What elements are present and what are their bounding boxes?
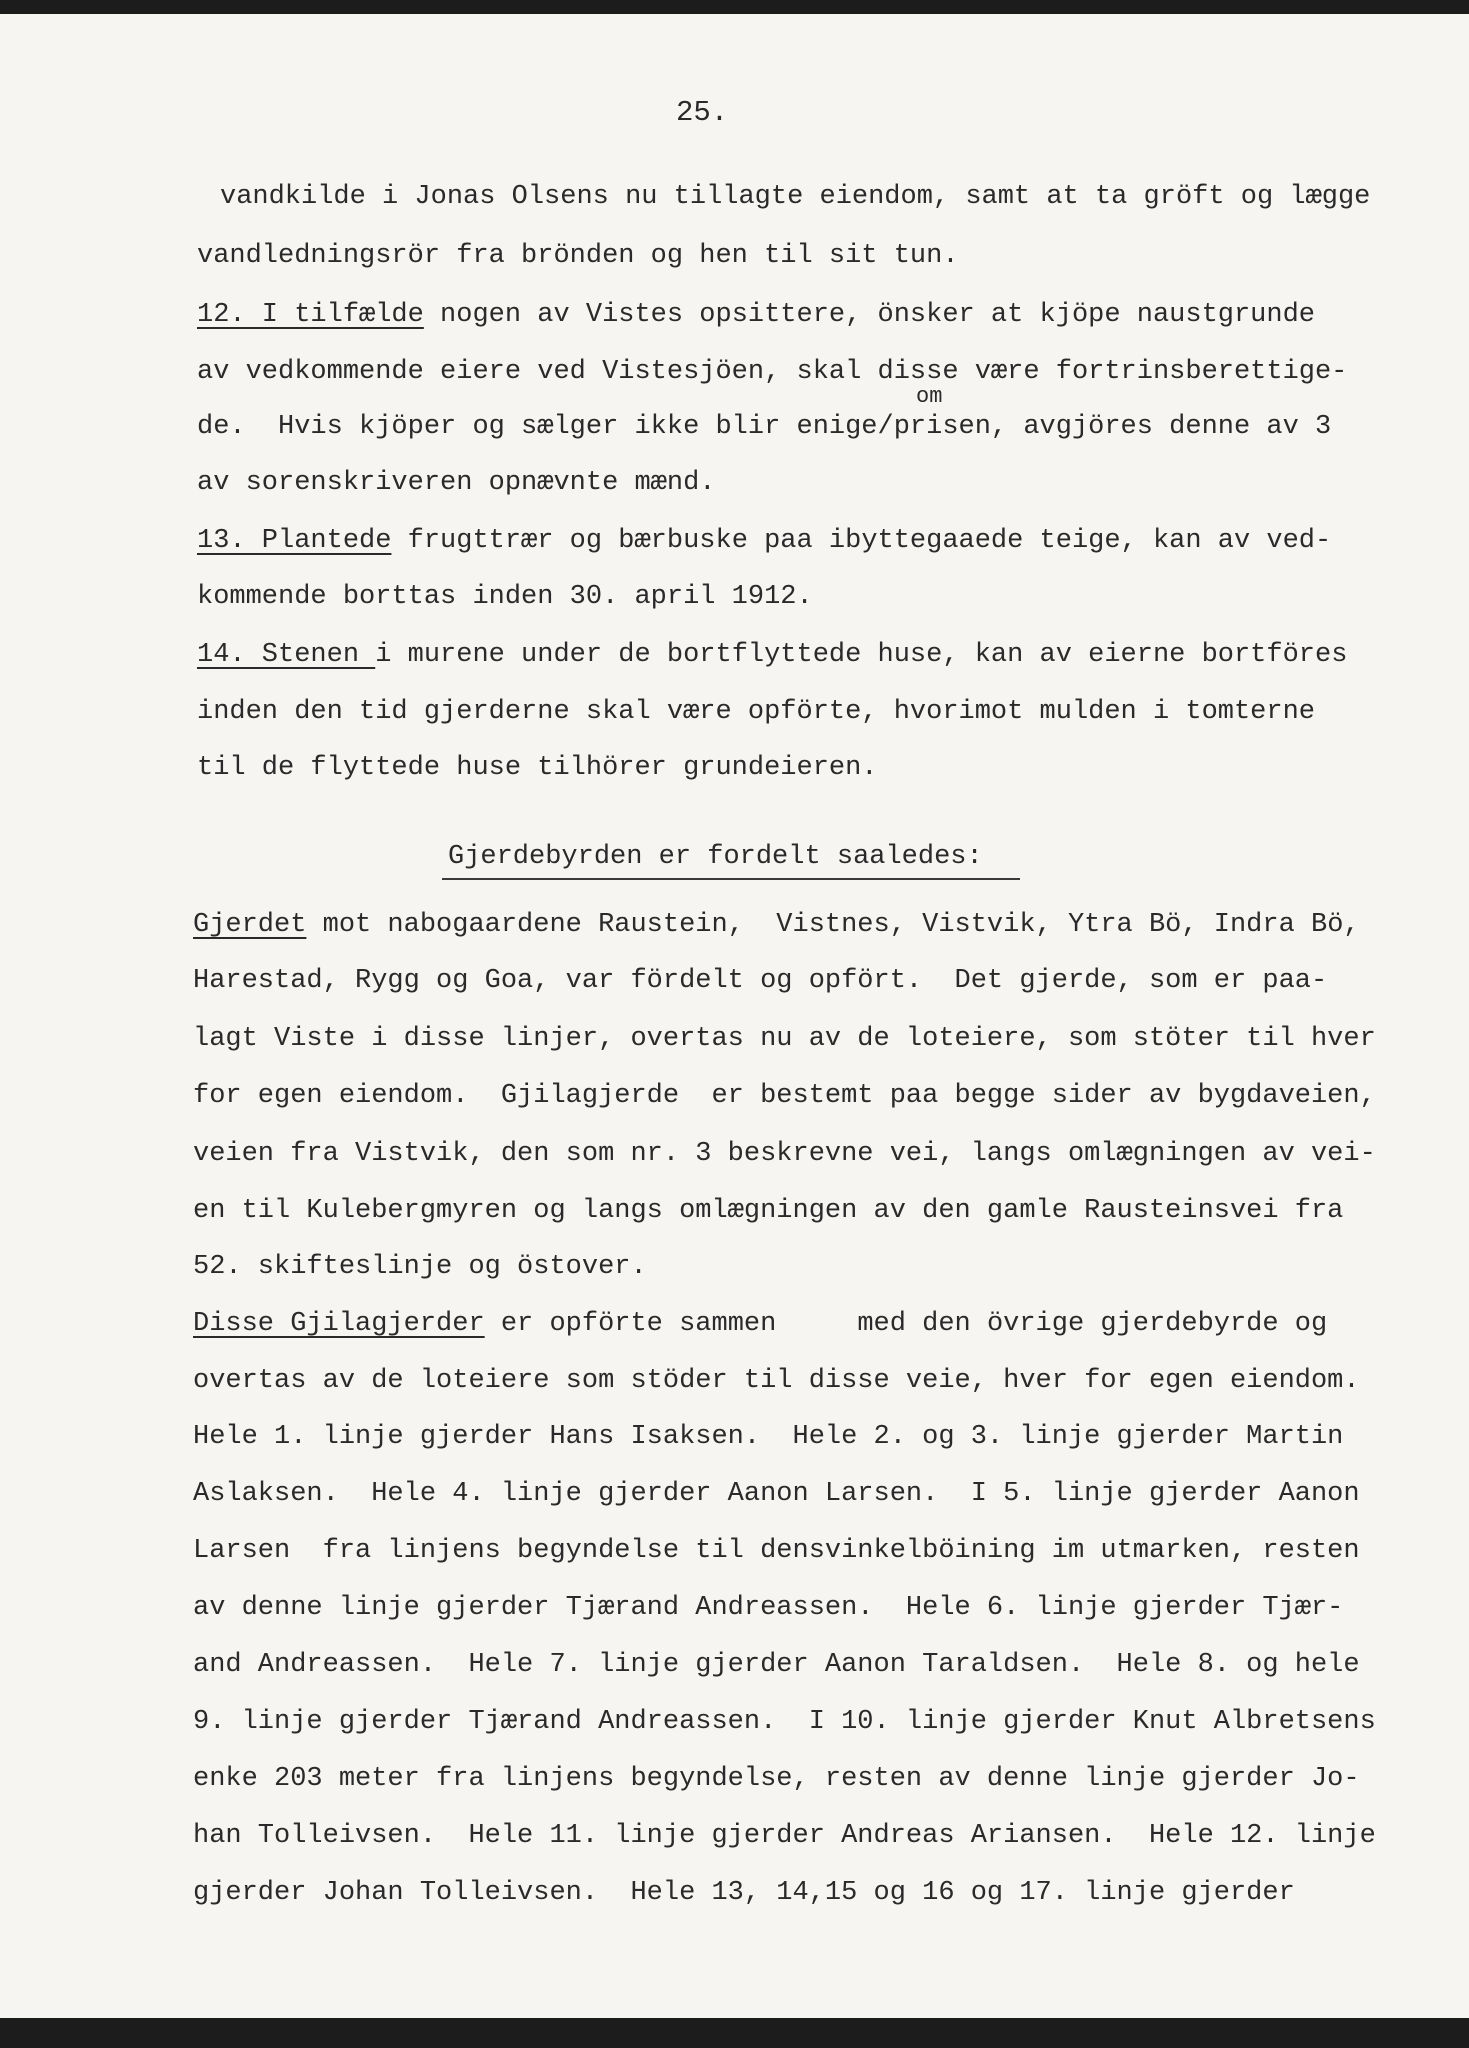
text-line: enke 203 meter fra linjens begyndelse, resten av denne linje gjerder Jo- <box>193 1764 1360 1794</box>
item-14-text: i murene under de bortflyttede huse, kan av eierne bortföres <box>375 640 1348 670</box>
text-line: for egen eiendom. Gjilagjerde er bestemt paa begge sider av bygdaveien, <box>193 1081 1376 1111</box>
gjerdet-line <box>193 908 1360 942</box>
text-line: gjerder Johan Tolleivsen. Hele 13, 14,15 og 16 og 17. linje gjerder <box>193 1878 1295 1908</box>
item-13-label: 13. Plantede <box>197 526 392 556</box>
page-number: 25. <box>676 96 729 129</box>
scan-border-top <box>0 0 1469 14</box>
text-line: Hele 1. linje gjerder Hans Isaksen. Hele 2. og 3. linje gjerder Martin <box>193 1422 1344 1452</box>
disse-label: Disse Gjilagjerder <box>193 1309 485 1339</box>
item-12-line <box>197 298 1315 332</box>
text-line: av denne linje gjerder Tjærand Andreassen. Hele 6. linje gjerder Tjær- <box>193 1593 1344 1623</box>
text-line: kommende borttas inden 30. april 1912. <box>197 582 813 612</box>
text-line: en til Kulebergmyren og langs omlægningen av den gamle Rausteinsvei fra <box>193 1196 1344 1226</box>
gjerdet-label: Gjerdet <box>193 910 307 940</box>
handwritten-insertion: om <box>916 384 943 409</box>
disse-text: er opförte sammen med den övrige gjerdebyrde og <box>484 1309 1328 1339</box>
item-12-text: nogen av Vistes opsittere, önsker at kjöpe naustgrunde <box>423 300 1315 330</box>
text-line: Larsen fra linjens begyndelse til densvinkelböining im utmarken, resten <box>193 1536 1360 1566</box>
text-line: Aslaksen. Hele 4. linje gjerder Aanon Larsen. I 5. linje gjerder Aanon <box>193 1479 1360 1509</box>
item-13-text: frugttrær og bærbuske paa ibyttegaaede teige, kan av ved- <box>391 526 1332 556</box>
disse-line <box>193 1307 1327 1341</box>
gjerdet-text: mot nabogaardene Raustein, Vistnes, Vistvik, Ytra Bö, Indra Bö, <box>306 910 1360 940</box>
text-line: lagt Viste i disse linjer, overtas nu av de loteiere, som stöter til hver <box>193 1024 1376 1054</box>
text-line: han Tolleivsen. Hele 11. linje gjerder Andreas Ariansen. Hele 12. linje <box>193 1821 1376 1851</box>
text-line: de. Hvis kjöper og sælger ikke blir enige/prisen, avgjöres denne av 3 <box>197 412 1332 442</box>
item-12-label: 12. I tilfælde <box>197 300 424 330</box>
text-line: 52. skifteslinje og östover. <box>193 1252 647 1282</box>
heading-underline <box>442 878 1020 880</box>
text-line: inden den tid gjerderne skal være opförte, hvorimot mulden i tomterne <box>197 697 1315 727</box>
text-line: 9. linje gjerder Tjærand Andreassen. I 10. linje gjerder Knut Albretsens <box>193 1707 1376 1737</box>
scan-border-bottom <box>0 2018 1469 2048</box>
text-line: overtas av de loteiere som stöder til disse veie, hver for egen eiendom. <box>193 1366 1360 1396</box>
text-line: av sorenskriveren opnævnte mænd. <box>197 468 716 498</box>
item-14-label: 14. Stenen <box>197 640 376 670</box>
text-line: til de flyttede huse tilhörer grundeieren. <box>197 753 878 783</box>
item-13-line <box>197 524 1331 558</box>
text-line: veien fra Vistvik, den som nr. 3 beskrevne vei, langs omlægningen av vei- <box>193 1139 1376 1169</box>
text-line: vandkilde i Jonas Olsens nu tillagte eiendom, samt at ta gröft og lægge <box>220 182 1371 212</box>
text-line: vandledningsrör fra brönden og hen til sit tun. <box>197 241 959 271</box>
text-line: Harestad, Rygg og Goa, var fördelt og opfört. Det gjerde, som er paa- <box>193 966 1328 996</box>
text-line: and Andreassen. Hele 7. linje gjerder Aanon Taraldsen. Hele 8. og hele <box>193 1650 1360 1680</box>
text-line: av vedkommende eiere ved Vistesjöen, skal disse være fortrinsberettige- <box>197 357 1348 387</box>
item-14-line <box>197 638 1347 672</box>
section-heading: Gjerdebyrden er fordelt saaledes: <box>448 842 983 872</box>
